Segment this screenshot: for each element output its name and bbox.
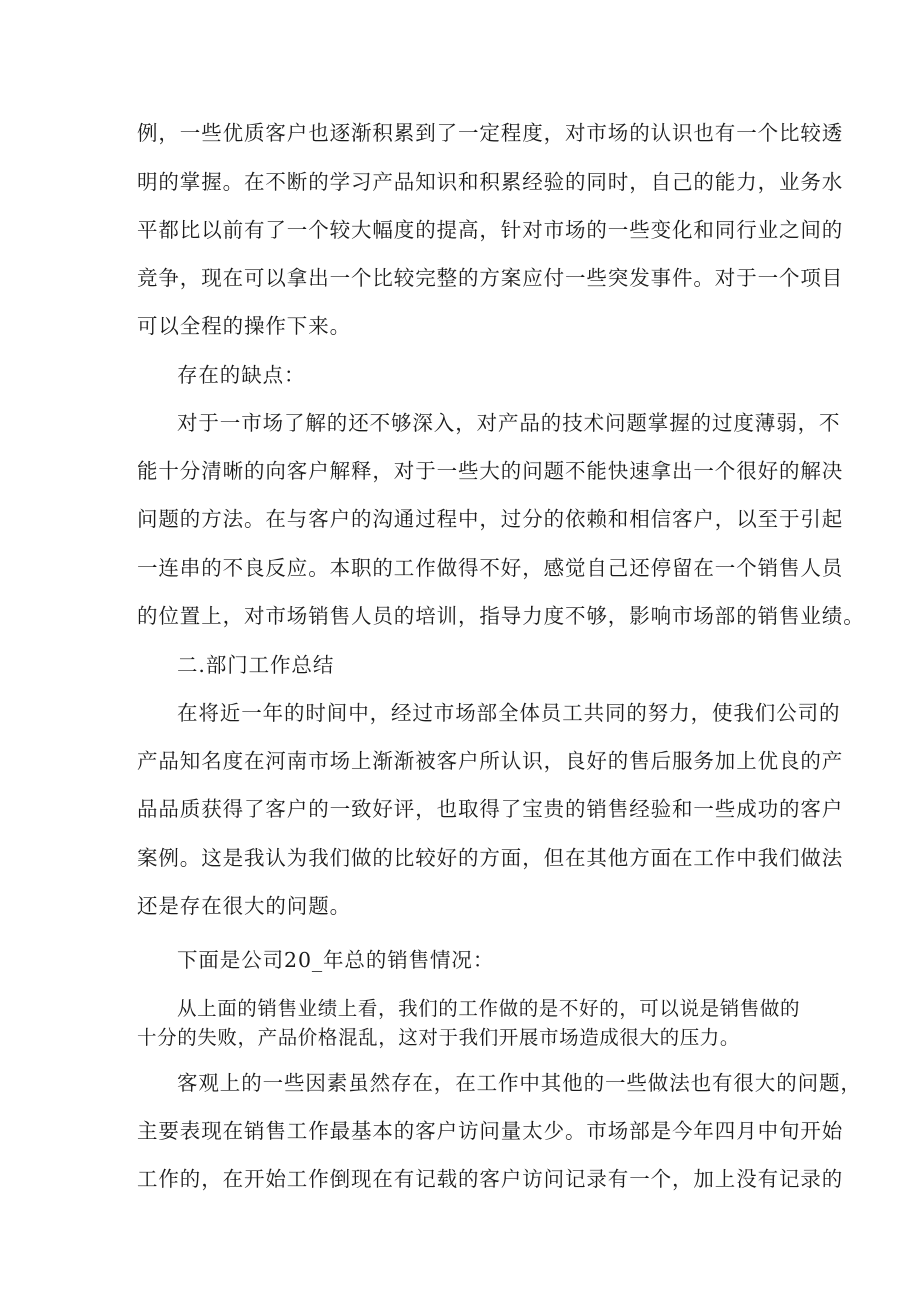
text-line: 下面是公司20_年总的销售情况：: [177, 948, 495, 972]
text-line: 主要表现在销售工作最基本的客户访问量太少。市场部是今年四月中旬开始: [137, 1119, 844, 1143]
text-line: 问题的方法。在与客户的沟通过程中，过分的依赖和相信客户，以至于引起: [137, 507, 844, 531]
text-line: 的位置上，对市场销售人员的培训，指导力度不够，影响市场部的销售业绩。: [137, 604, 865, 628]
text-line: 在将近一年的时间中，经过市场部全体员工共同的努力，使我们公司的: [177, 701, 841, 725]
text-line: 工作的，在开始工作倒现在有记载的客户访问记录有一个，加上没有记录的: [137, 1167, 844, 1191]
section-heading: 二.部门工作总结: [177, 653, 335, 677]
text-line: 明的掌握。在不断的学习产品知识和积累经验的同时，自己的能力，业务水: [137, 170, 844, 194]
text-line: 品品质获得了客户的一致好评，也取得了宝贵的销售经验和一些成功的客户: [137, 797, 844, 821]
text-line: 例，一些优质客户也逐渐积累到了一定程度，对市场的认识也有一个比较透: [137, 121, 844, 145]
text-line: 能十分清晰的向客户解释，对于一些大的问题不能快速拿出一个很好的解决: [137, 459, 844, 483]
text-line: 可以全程的操作下来。: [137, 314, 351, 338]
section-heading: 存在的缺点：: [177, 363, 306, 387]
text-line: 对于一市场了解的还不够深入，对产品的技术问题掌握的过度薄弱，不: [177, 411, 841, 435]
text-line: 产品知名度在河南市场上渐渐被客户所认识，良好的售后服务加上优良的产: [137, 749, 844, 773]
text-line: 从上面的销售业绩上看，我们的工作做的是不好的，可以说是销售做的: [177, 997, 801, 1020]
text-line: 还是存在很大的问题。: [137, 894, 351, 918]
text-line: 平都比以前有了一个较大幅度的提高，针对市场的一些变化和同行业之间的: [137, 218, 844, 242]
text-line: 案例。这是我认为我们做的比较好的方面，但在其他方面在工作中我们做法: [137, 846, 844, 870]
text-line: 竞争，现在可以拿出一个比较完整的方案应付一些突发事件。对于一个项目: [137, 266, 844, 290]
text-line: 十分的失败，产品价格混乱，这对于我们开展市场造成很大的压力。: [137, 1026, 741, 1049]
text-line: 一连串的不良反应。本职的工作做得不好，感觉自己还停留在一个销售人员: [137, 556, 844, 580]
text-line: 客观上的一些因素虽然存在，在工作中其他的一些做法也有很大的问题，: [177, 1071, 862, 1095]
